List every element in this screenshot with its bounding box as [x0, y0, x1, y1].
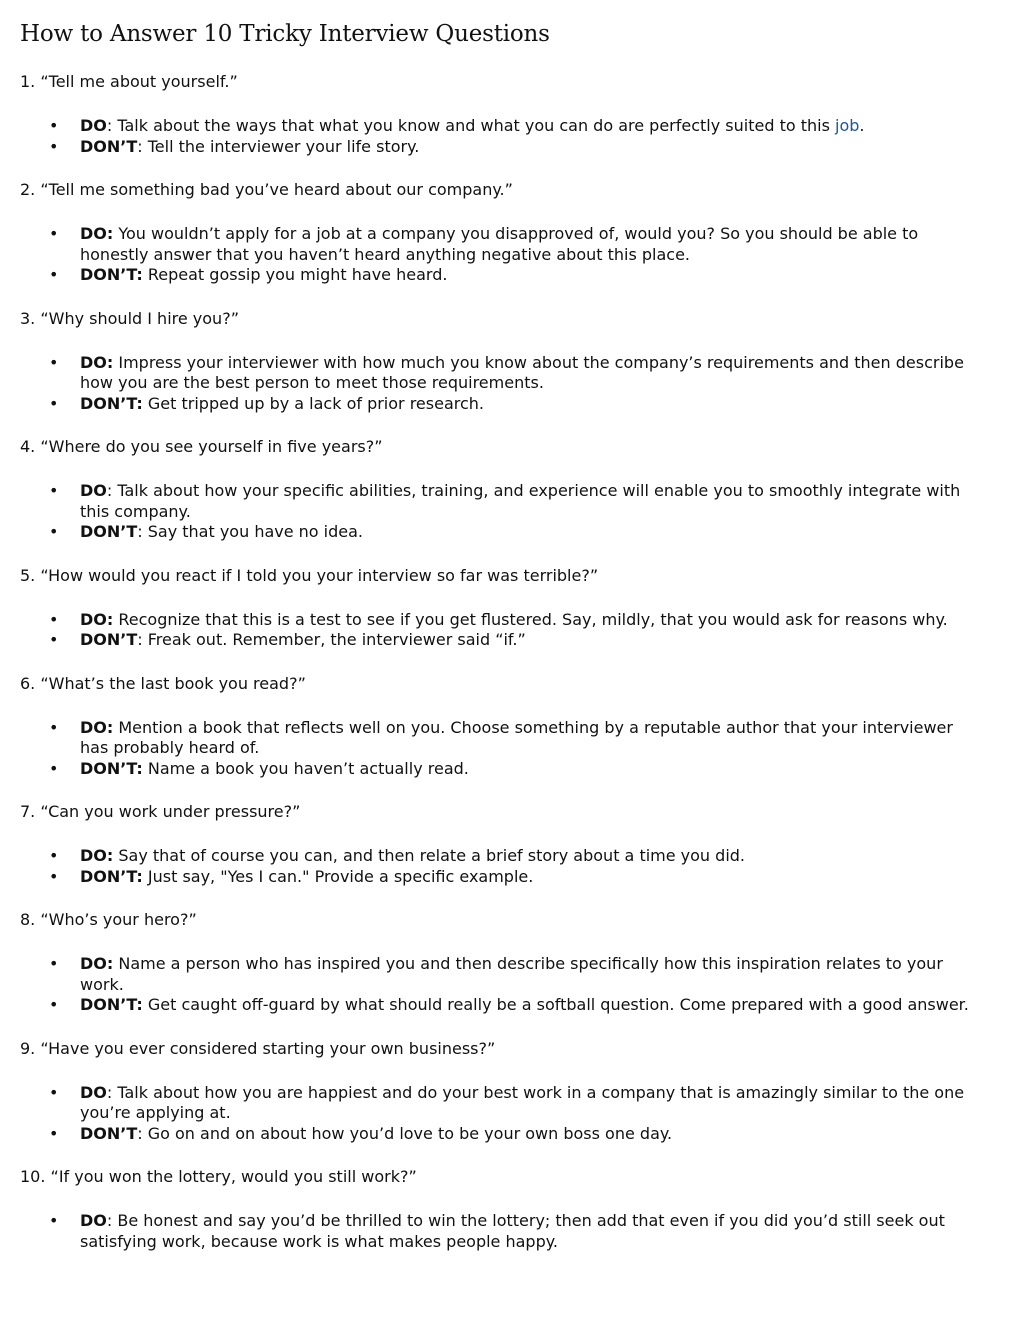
- do-text: : Be honest and say you’d be thrilled to win the lottery; then add that even if you did you’d still seek out satisfying work, because work is what makes people happy.: [80, 1211, 945, 1251]
- dont-text: : Say that you have no idea.: [137, 522, 364, 541]
- do-text: Impress your interviewer with how much you know about the company’s requirements and then describe how you are the best person to meet those requirements.: [80, 352, 964, 392]
- do-text: Name a person who has inspired you and then describe specifically how this inspiration relates to your work.: [80, 954, 943, 994]
- bullet-icon: •: [49, 866, 59, 886]
- bullet-icon: •: [49, 995, 59, 1014]
- bullet-icon: •: [49, 758, 59, 778]
- do-text: : Talk about the ways that what you know and what you can do are perfectly suited to this: [106, 116, 836, 135]
- do-label: DO:: [80, 846, 114, 865]
- do-label: DO:: [80, 954, 114, 973]
- bullet-icon: •: [49, 1211, 59, 1230]
- do-item: [49, 224, 980, 265]
- answers-4: [20, 481, 980, 543]
- do-label: DO:: [80, 224, 114, 243]
- job-link[interactable]: job: [835, 116, 860, 135]
- dont-text: Just say, "Yes I can." Provide a specific example.: [142, 866, 534, 886]
- do-item: [49, 481, 980, 522]
- page-title: How to Answer 10 Tricky Interview Questions: [20, 21, 550, 47]
- question-7: 7. “Can you work under pressure?”: [20, 802, 301, 821]
- bullet-icon: •: [49, 846, 59, 865]
- dont-label: DON’T: [80, 136, 138, 156]
- dont-label: DON’T:: [80, 866, 143, 886]
- do-label: DO:: [80, 352, 114, 372]
- dont-text: : Tell the interviewer your life story.: [137, 136, 420, 156]
- dont-item: [49, 1123, 980, 1145]
- answers-7: [20, 846, 980, 887]
- dont-text: Repeat gossip you might have heard.: [142, 265, 448, 284]
- question-2: 2. “Tell me something bad you’ve heard about our company.”: [20, 180, 513, 199]
- dont-item: [49, 136, 980, 158]
- answers-3: [20, 353, 980, 415]
- do-item: [49, 717, 980, 759]
- dont-text: Name a book you haven’t actually read.: [142, 758, 469, 778]
- do-label: DO:: [80, 717, 114, 737]
- do-item: [49, 352, 980, 394]
- do-text: Say that of course you can, and then relate a brief story about a time you did.: [113, 846, 745, 865]
- bullet-icon: •: [49, 265, 59, 284]
- dont-label: DON’T: [80, 630, 138, 649]
- question-9: 9. “Have you ever considered starting your own business?”: [20, 1038, 496, 1058]
- do-text: Recognize that this is a test to see if you get flustered. Say, mildly, that you would ask for reasons why.: [113, 609, 948, 629]
- dont-label: DON’T:: [80, 393, 143, 413]
- answers-8: [20, 954, 980, 1016]
- do-text: : Talk about how you are happiest and do your best work in a company that is amazingly similar to the one you’re applying at.: [80, 1082, 965, 1122]
- do-label: DO: [80, 1082, 107, 1102]
- dont-item: [49, 758, 980, 780]
- answers-5: [20, 610, 980, 651]
- do-item: [49, 846, 980, 867]
- bullet-icon: •: [49, 630, 59, 649]
- dont-text: : Freak out. Remember, the interviewer said “if.”: [137, 630, 526, 649]
- bullet-icon: •: [49, 224, 59, 243]
- dont-item: [49, 393, 980, 415]
- answers-9: [20, 1083, 980, 1145]
- dont-label: DON’T:: [80, 265, 143, 284]
- bullet-icon: •: [49, 393, 59, 413]
- dont-label: DON’T:: [80, 995, 143, 1014]
- question-10: 10. “If you won the lottery, would you still work?”: [20, 1167, 417, 1186]
- dont-item: [49, 522, 980, 543]
- do-item: [49, 116, 980, 137]
- document-page: [20, 18, 980, 1252]
- bullet-icon: •: [49, 136, 59, 156]
- question-1: 1. “Tell me about yourself.”: [20, 72, 238, 91]
- question-4: 4. “Where do you see yourself in five years?”: [20, 437, 383, 456]
- do-text: You wouldn’t apply for a job at a company you disapproved of, would you? So you should be able to honestly answer that you haven’t heard anything negative about this place.: [80, 224, 919, 264]
- dont-item: [49, 630, 980, 651]
- answers-2: [20, 224, 980, 286]
- dont-label: DON’T: [80, 1123, 138, 1143]
- question-5: 5. “How would you react if I told you your interview so far was terrible?”: [20, 565, 599, 585]
- do-item: [49, 609, 980, 631]
- bullet-icon: •: [49, 1123, 59, 1143]
- dont-label: DON’T:: [80, 758, 143, 778]
- do-text: Mention a book that reflects well on you. Choose something by a reputable author that your interviewer has probably heard of.: [80, 717, 953, 757]
- bullet-icon: •: [49, 116, 59, 135]
- answers-1: [20, 116, 980, 157]
- question-8: 8. “Who’s your hero?”: [20, 910, 197, 929]
- dont-item: [49, 265, 980, 286]
- do-text-end: .: [859, 116, 865, 135]
- bullet-icon: •: [49, 522, 59, 541]
- dont-label: DON’T: [80, 522, 138, 541]
- do-label: DO: [80, 116, 107, 135]
- dont-text: : Go on and on about how you’d love to be your own boss one day.: [137, 1123, 673, 1143]
- bullet-icon: •: [49, 954, 59, 973]
- do-label: DO: [80, 481, 107, 500]
- do-item: [49, 1082, 980, 1124]
- bullet-icon: •: [49, 481, 59, 500]
- answers-10: [20, 1211, 980, 1252]
- bullet-icon: •: [49, 717, 59, 737]
- bullet-icon: •: [49, 609, 59, 629]
- dont-text: Get tripped up by a lack of prior research.: [142, 393, 485, 413]
- do-label: DO: [80, 1211, 107, 1230]
- do-label: DO:: [80, 609, 114, 629]
- do-item: [49, 954, 980, 995]
- bullet-icon: •: [49, 352, 59, 372]
- do-item: [49, 1211, 980, 1252]
- dont-item: [49, 995, 980, 1016]
- dont-item: [49, 866, 980, 888]
- answers-6: [20, 718, 980, 780]
- dont-text: Get caught off-guard by what should really be a softball question. Come prepared with a good answer.: [142, 995, 969, 1014]
- bullet-icon: •: [49, 1082, 59, 1102]
- question-3: 3. “Why should I hire you?”: [20, 308, 239, 328]
- question-6: 6. “What’s the last book you read?”: [20, 673, 306, 693]
- do-text: : Talk about how your specific abilities, training, and experience will enable you to smoothly integrate with this company.: [80, 481, 961, 521]
